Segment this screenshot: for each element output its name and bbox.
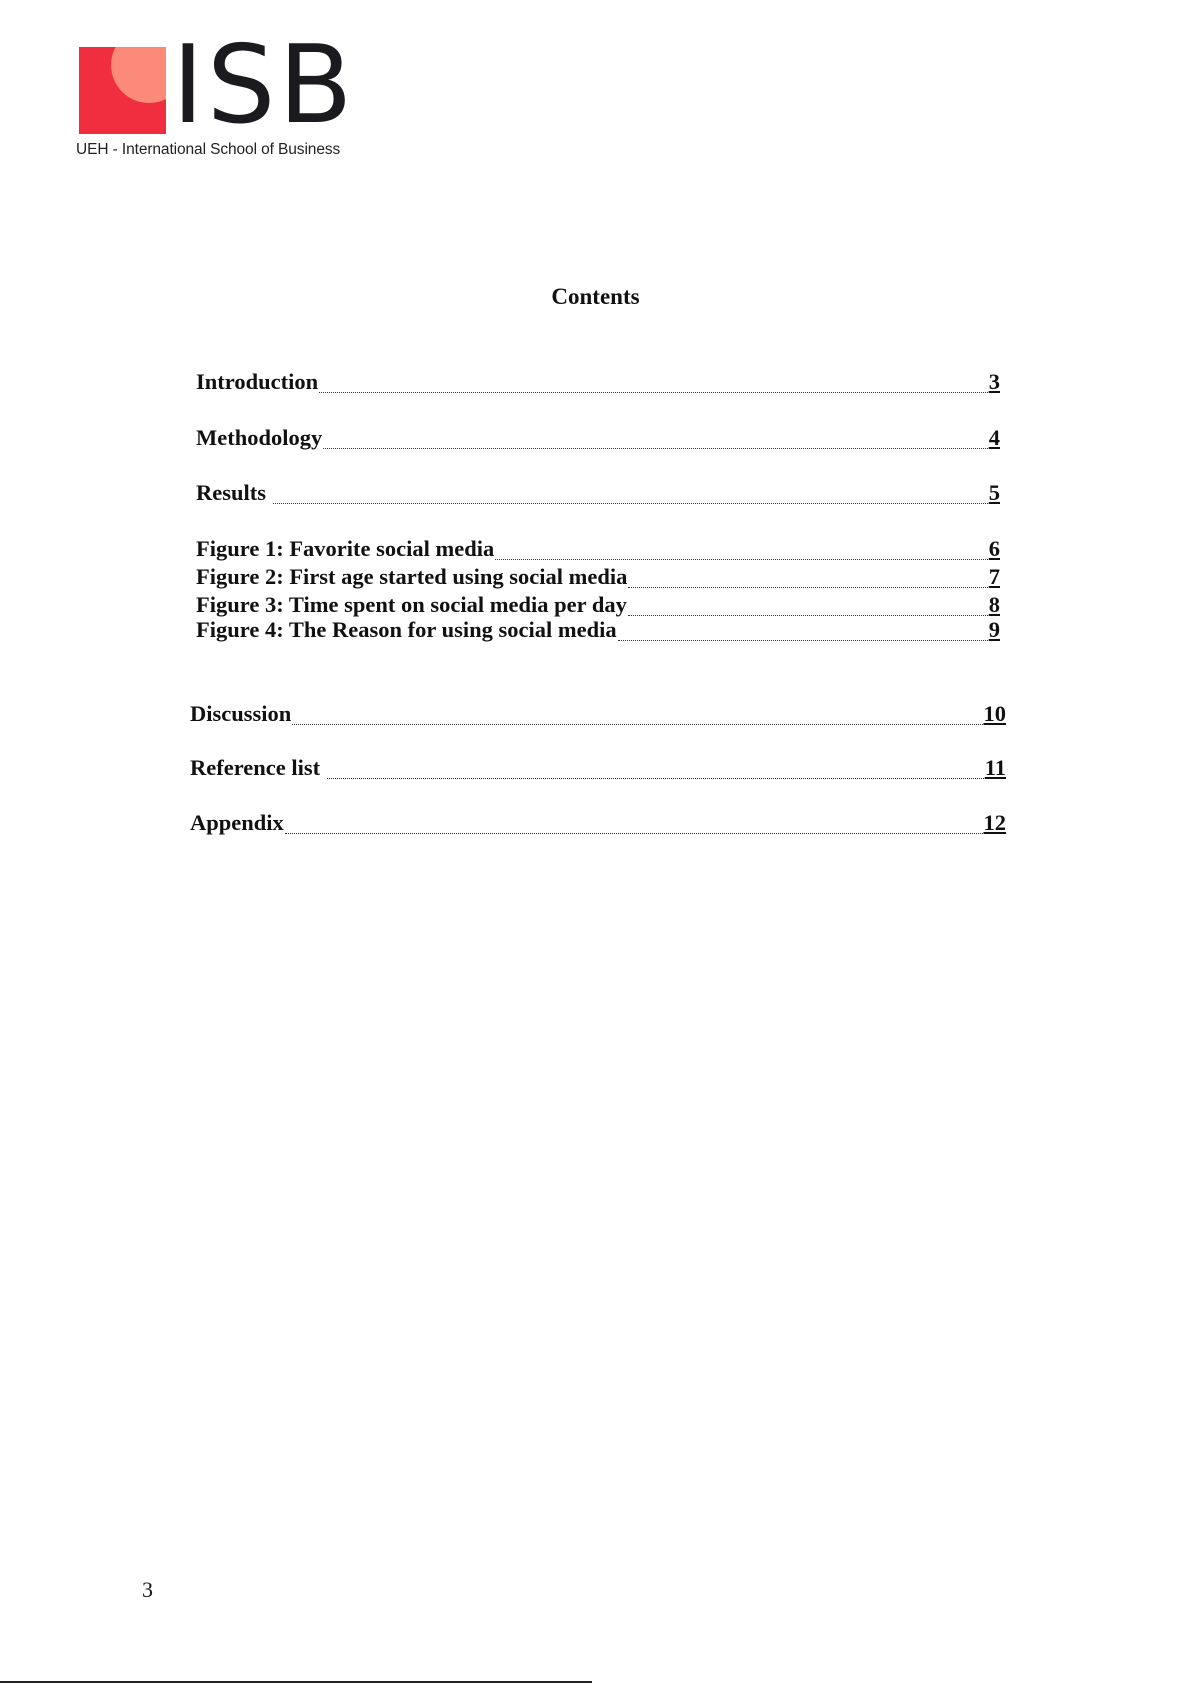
toc-page: 12 — [983, 810, 1006, 835]
toc-label: Figure 2: First age started using social media — [196, 564, 628, 589]
toc-entry-figure-2[interactable] — [196, 564, 1000, 590]
toc-page: 8 — [988, 592, 1000, 617]
toc-page: 5 — [988, 480, 1000, 505]
toc-entry-introduction[interactable] — [196, 369, 1000, 395]
toc-label: Figure 4: The Reason for using social media — [196, 617, 617, 642]
logo-letters: ISB — [172, 23, 356, 148]
toc-label: Figure 3: Time spent on social media per day — [196, 592, 627, 617]
toc-entry-reference-list[interactable] — [190, 755, 1006, 781]
toc-page: 9 — [988, 617, 1000, 642]
toc-leader — [285, 832, 983, 834]
toc-entry-figure-4[interactable] — [196, 617, 1000, 643]
toc-page: 10 — [983, 701, 1006, 726]
toc-leader — [327, 777, 984, 779]
toc-entry-discussion[interactable] — [190, 701, 1006, 727]
toc-label: Methodology — [196, 425, 323, 450]
toc-page: 4 — [988, 425, 1000, 450]
toc-leader — [495, 558, 987, 560]
toc-label: Results — [196, 480, 272, 505]
toc-label: Introduction — [196, 369, 319, 394]
toc-entry-methodology[interactable] — [196, 425, 1000, 451]
toc-entry-figure-3[interactable] — [196, 592, 1000, 618]
toc-leader — [628, 586, 987, 588]
toc-leader — [323, 447, 988, 449]
logo-mark-icon — [79, 47, 166, 134]
toc-leader — [618, 639, 988, 641]
toc-label: Appendix — [190, 810, 284, 835]
logo-circle — [111, 47, 166, 103]
toc-label: Reference list — [190, 755, 326, 780]
toc-leader — [628, 614, 988, 616]
toc-label: Discussion — [190, 701, 292, 726]
toc-leader — [292, 723, 982, 725]
toc-title: Contents — [551, 284, 640, 309]
toc-leader — [319, 391, 988, 393]
isb-logo — [76, 23, 376, 164]
toc-entry-results[interactable] — [196, 480, 1000, 506]
page-number: 3 — [142, 1577, 153, 1602]
toc-page: 7 — [988, 564, 1000, 589]
toc-page: 3 — [988, 369, 1000, 394]
footer-rule — [0, 1681, 592, 1683]
logo-tagline: UEH - International School of Business — [76, 141, 341, 158]
toc-page: 6 — [988, 536, 1000, 561]
toc-page: 11 — [984, 755, 1006, 780]
toc-label: Figure 1: Favorite social media — [196, 536, 495, 561]
toc-leader — [273, 502, 988, 504]
toc-entry-figure-1[interactable] — [196, 536, 1000, 562]
toc-entry-appendix[interactable] — [190, 810, 1006, 836]
